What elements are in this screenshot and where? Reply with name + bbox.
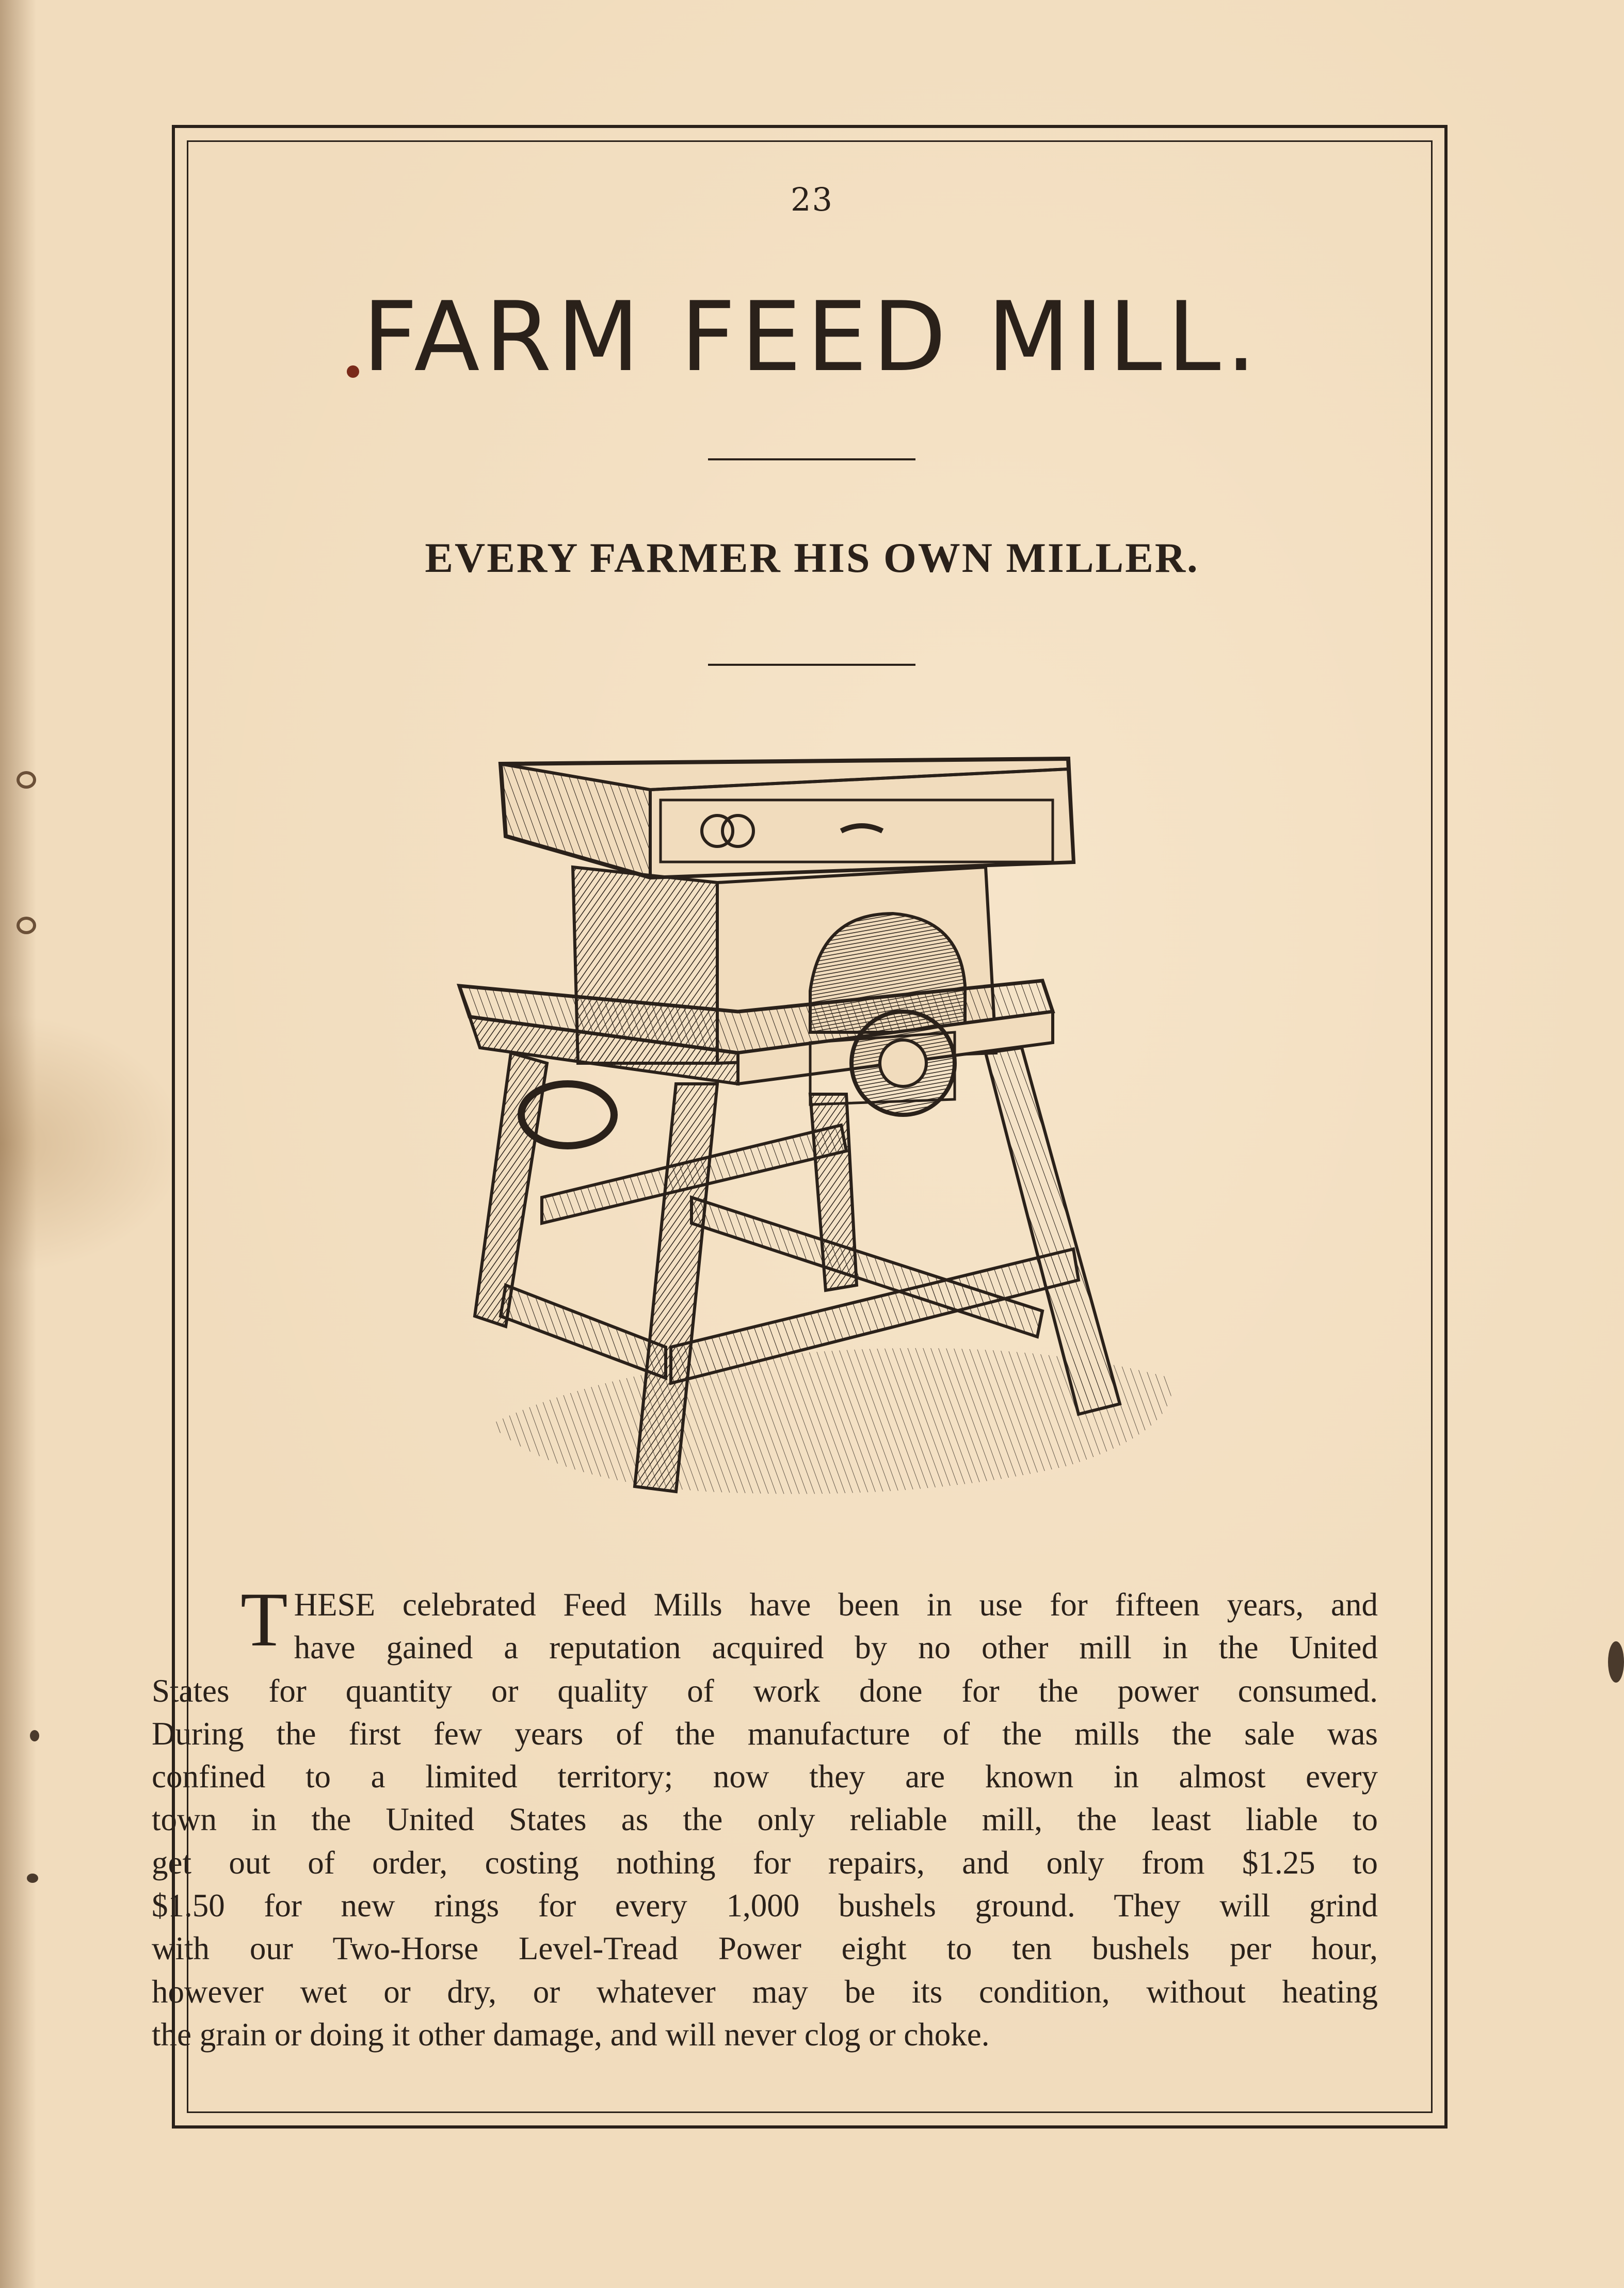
article-line: with our Two-Horse Level-Tread Power eight to ten bushels per hour, — [152, 1930, 1378, 1967]
drop-cap: T — [240, 1577, 288, 1662]
binding-stitch-hole — [17, 771, 36, 789]
page-subtitle: EVERY FARMER HIS OWN MILLER. — [425, 534, 1199, 581]
page-title: FARM FEED MILL. — [362, 281, 1262, 393]
article-line: $1.50 for new rings for every 1,000 bushels ground. They will grind — [152, 1887, 1378, 1924]
subtitle-divider-rule — [708, 664, 915, 666]
article-line: confined to a limited territory; now they are known in almost every — [152, 1758, 1378, 1795]
feed-mill-illustration — [449, 743, 1192, 1517]
binding-stitch-hole — [17, 917, 36, 934]
title-divider-rule — [708, 458, 915, 460]
article-line: town in the United States as the only reliable mill, the least liable to — [152, 1801, 1378, 1838]
article-line: the grain or doing it other damage, and will never clog or choke. — [152, 2016, 990, 2053]
article-line: During the first few years of the manufacture of the mills the sale was — [152, 1715, 1378, 1752]
page-number: 23 — [791, 181, 833, 218]
article-body — [152, 1577, 1378, 2056]
paper-speck — [1608, 1641, 1624, 1683]
article-line: get out of order, costing nothing for repairs, and only from $1.25 to — [152, 1844, 1378, 1881]
article-line: States for quantity or quality of work done for the power consumed. — [152, 1672, 1378, 1709]
paper-speck — [27, 1874, 38, 1883]
article-line: have gained a reputation acquired by no other mill in the United — [294, 1629, 1378, 1666]
article-line: HESE celebrated Feed Mills have been in use for fifteen years, and — [294, 1587, 1378, 1623]
paper-speck — [30, 1730, 39, 1741]
article-line: however wet or dry, or whatever may be its condition, without heating — [152, 1973, 1378, 2010]
